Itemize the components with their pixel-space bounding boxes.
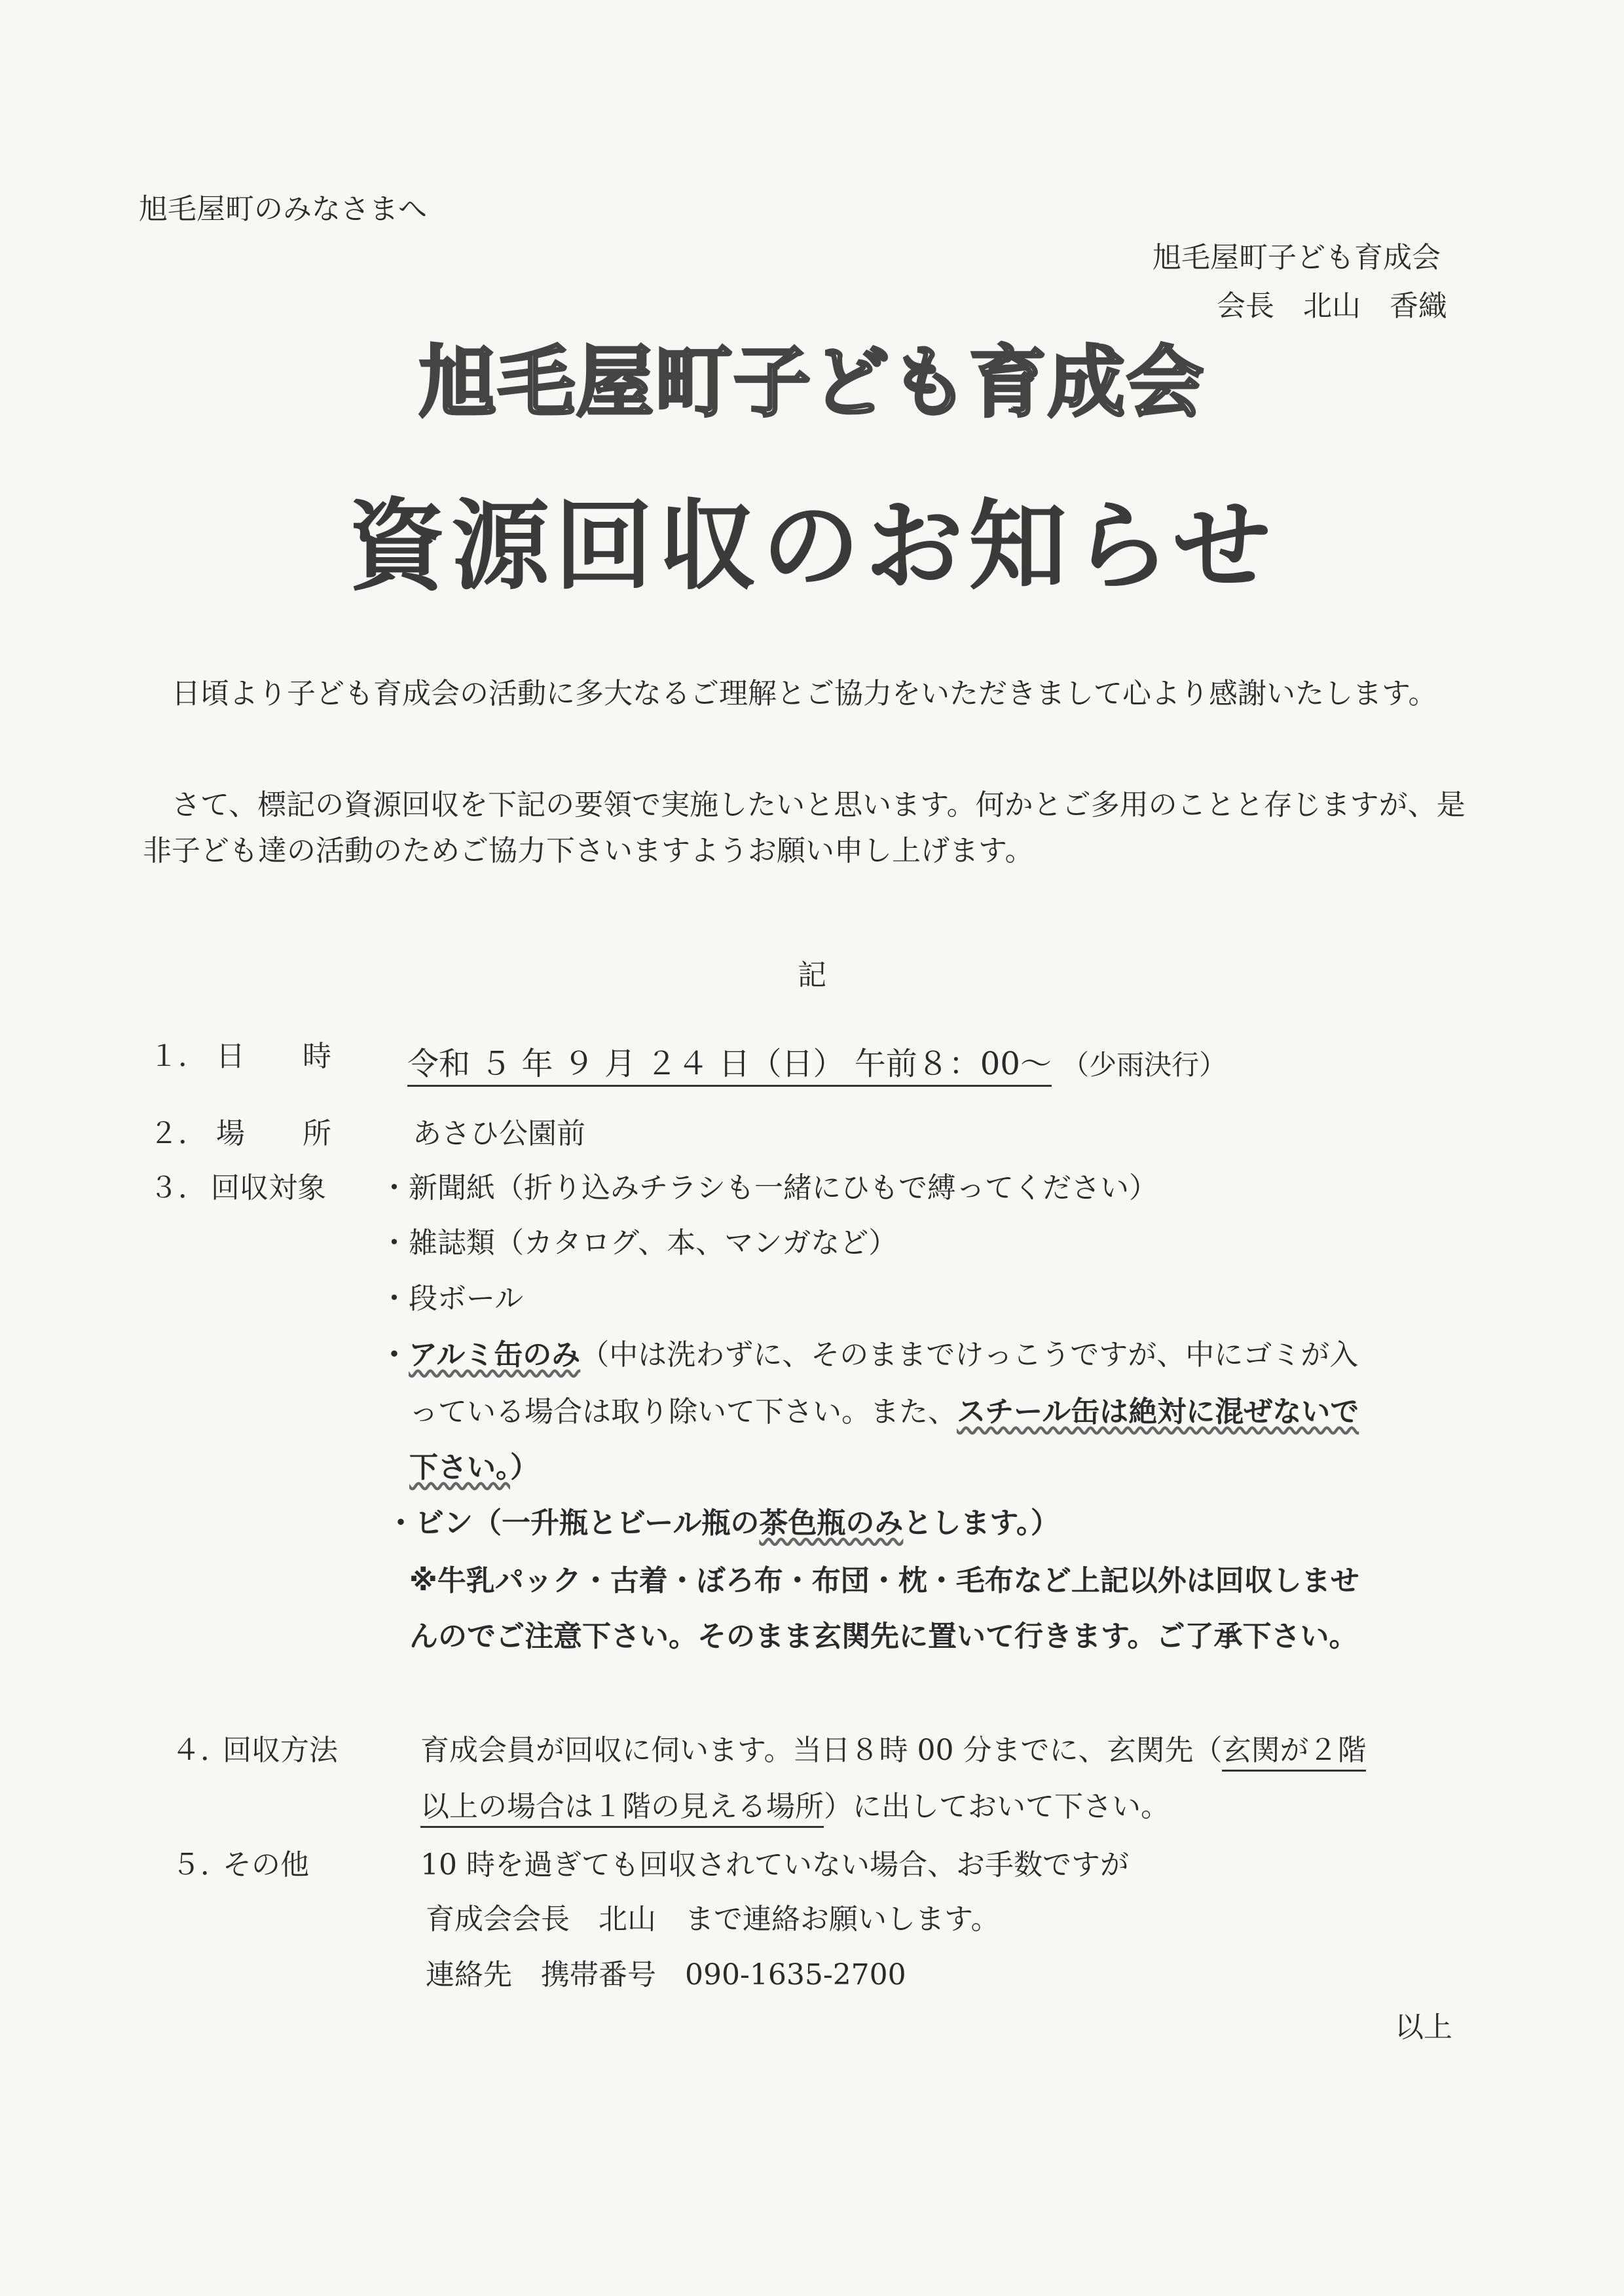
item-method-number: ４． (172, 1734, 229, 1767)
item-method-line2 (420, 1790, 1170, 1823)
item-other-label: その他 (223, 1848, 309, 1882)
target-aluminum-line1 (380, 1338, 1359, 1372)
bullet: ・ (386, 1506, 415, 1540)
item-other-line1: 10 時を過ぎても回収されていない場合、お手数ですが (420, 1848, 1129, 1882)
target-bottles-brown-only: 茶色瓶のみ (759, 1506, 904, 1540)
item-place-label: 場 所 (216, 1117, 331, 1150)
target-bottles-text: ビン（一升瓶とビール瓶の (415, 1506, 760, 1540)
target-bottles-end: とします。） (903, 1506, 1060, 1540)
target-aluminum-steel-warning-end: 下さい。 (409, 1451, 510, 1484)
intro-paragraph-1: 日頃より子ども育成会の活動に多大なるご理解とご協力をいただきまして心より感謝いたします。 (172, 677, 1437, 710)
target-newspaper (380, 1171, 1158, 1205)
bullet: ・ (380, 1282, 409, 1315)
item-method-text-2: ）に出しておいて下さい。 (824, 1790, 1170, 1823)
target-aluminum-line3 (409, 1453, 539, 1482)
item-method-underline-2: 以上の場合は１階の見える場所 (420, 1790, 824, 1828)
item-date-number: １． (149, 1040, 207, 1073)
bullet: ・ (380, 1226, 409, 1260)
warning-line-2: んのでご注意下さい。そのまま玄関先に置いて行きます。ご了承下さい。 (409, 1620, 1358, 1653)
item-place-value: あさひ公園前 (413, 1117, 585, 1150)
item-method-label: 回収方法 (223, 1734, 338, 1767)
target-magazines-text: 雑誌類（カタログ、本、マンガなど） (409, 1226, 898, 1260)
target-bottles (386, 1506, 1060, 1540)
item-method-underline-1: 玄関が２階 (1222, 1734, 1366, 1772)
warning-line-1: ※牛乳パック・古着・ぼろ布・布団・枕・毛布など上記以外は回収しませ (409, 1564, 1359, 1597)
bullet: ・ (380, 1338, 409, 1372)
item-date-value-wrap (407, 1038, 1227, 1084)
target-aluminum-text-1: （中は洗わずに、そのままでけっこうですが、中にゴミが入 (580, 1338, 1359, 1372)
organization-banner-title: 旭毛屋町子ども育成会 (418, 337, 1205, 428)
bullet: ・ (380, 1171, 409, 1205)
organization-name: 旭毛屋町子ども育成会 (1153, 241, 1441, 274)
target-aluminum-text-2: っている場合は取り除いて下さい。また、 (409, 1395, 957, 1429)
item-date-value: 令和 ５ 年 ９ 月 ２４ 日（日） 午前８：00～ (407, 1046, 1052, 1087)
target-aluminum-steel-warning: スチール缶は絶対に混ぜないで (957, 1395, 1359, 1429)
target-aluminum-close: ） (510, 1451, 539, 1484)
item-date-label: 日 時 (216, 1040, 331, 1073)
contact-phone: 連絡先 携帯番号 090-1635-2700 (426, 1958, 906, 1992)
item-date-note: （少雨決行） (1061, 1049, 1227, 1081)
item-other-number: ５． (172, 1848, 229, 1882)
item-targets-label: 回収対象 (211, 1171, 326, 1205)
addressee: 旭毛屋町のみなさまへ (139, 192, 427, 226)
intro-paragraph-2: さて、標記の資源回収を下記の要領で実施したいと思います。何かとご多用のことと存じますが、是非子ども達の活動のためご協力下さいますようお願い申し上げます。 (143, 788, 1466, 867)
target-aluminum-line2 (409, 1395, 1359, 1429)
item-place-number: ２． (149, 1117, 207, 1150)
item-targets-number: ３． (149, 1171, 207, 1205)
target-newspaper-text: 新聞紙（折り込みチラシも一緒にひもで縛ってください） (409, 1171, 1158, 1205)
page-title: 資源回収のお知らせ (348, 490, 1276, 604)
item-method-line1 (420, 1736, 1366, 1765)
item-other-line2: 育成会会長 北山 まで連絡お願いします。 (426, 1903, 1000, 1936)
closing-mark: 以上 (1395, 2011, 1452, 2044)
target-cardboard-text: 段ボール (409, 1282, 524, 1315)
ki-heading: 記 (798, 958, 826, 992)
target-magazines (380, 1226, 898, 1260)
target-aluminum-bold: アルミ缶のみ (409, 1338, 581, 1372)
chair-name: 会長 北山 香織 (1217, 289, 1447, 323)
target-cardboard (380, 1282, 524, 1315)
item-method-text-1: 育成会員が回収に伺います。当日８時 00 分までに、玄関先（ (420, 1734, 1223, 1767)
